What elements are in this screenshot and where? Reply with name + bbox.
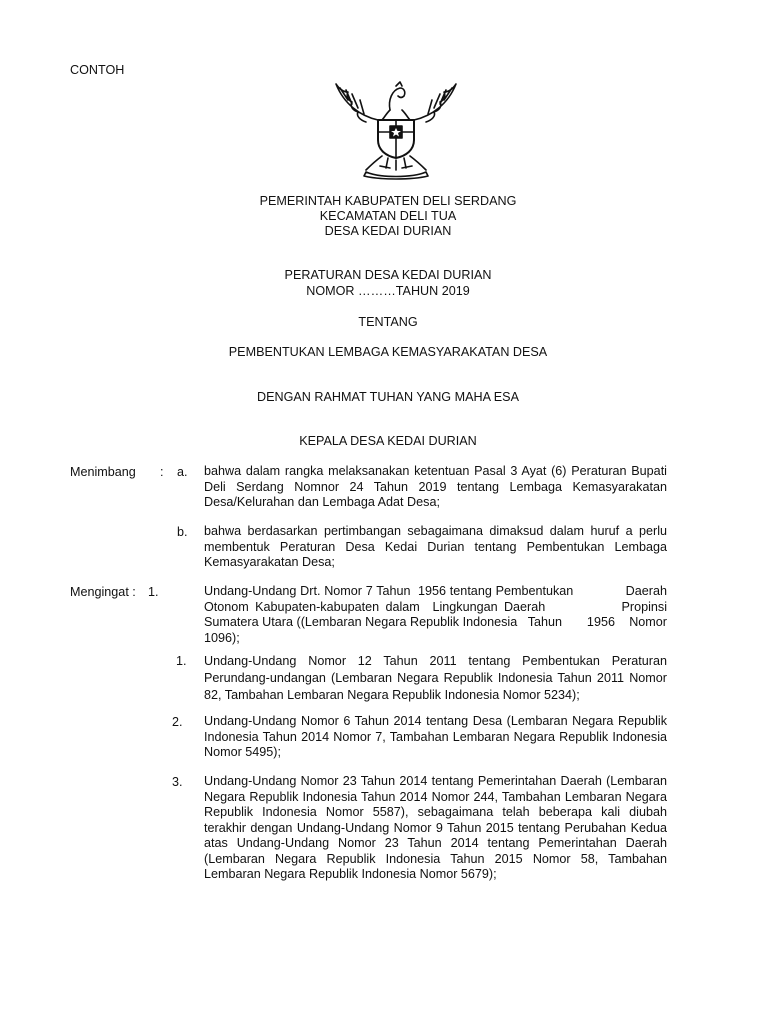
list-marker: 1. xyxy=(148,585,159,599)
menimbang-colon: : xyxy=(160,465,164,479)
list-marker: 2. xyxy=(172,715,183,729)
list-marker: 3. xyxy=(172,775,183,789)
issuing-official: KEPALA DESA KEDAI DURIAN xyxy=(299,434,477,448)
list-item-text: Undang-Undang Nomor 6 Tahun 2014 tentang Desa (Lembaran Negara Republik Indonesia Tahun 2014 Nomor 7, Tambahan Lembaran Negara Republik Indonesia Nomor 5495); xyxy=(204,714,667,759)
list-marker: b. xyxy=(177,525,188,539)
mengingat-label: Mengingat : xyxy=(70,585,136,599)
regulation-title: PERATURAN DESA KEDAI DURIAN xyxy=(284,268,492,282)
list-item-text: Undang-Undang Nomor 23 Tahun 2014 tentang Pemerintahan Daerah (Lembaran Negara Republik Indonesia Tahun 2014 Nomor 244, Tambahan Lembaran Negara Republik Indonesia Nomor 5587), sebagaimana telah beberapa kali diubah terakhir dengan Undang-Undang Nomor 9 Tahun 2015 tentang Perubahan Kedua atas Undang-Undang Nomor 23 Tahun 2014 tentang Pemerintahan Daerah (Lembaran Negara Republik Indonesia Tahun 2015 Nomor 58, Tambahan Lembaran Negara Republik Indonesia Nomor 5679); xyxy=(204,774,667,881)
menimbang-label: Menimbang xyxy=(70,465,136,479)
garuda-emblem xyxy=(330,80,462,180)
invocation: DENGAN RAHMAT TUHAN YANG MAHA ESA xyxy=(257,390,519,404)
list-marker: a. xyxy=(177,465,188,479)
list-item-text: bahwa dalam rangka melaksanakan ketentuan Pasal 3 Ayat (6) Peraturan Bupati Deli Serdang Nomnor 24 Tahun 2019 tentang Lembaga Kemasyarakatan Desa/Kelurahan dan Lembaga Adat Desa; xyxy=(204,464,667,509)
list-item-text: bahwa berdasarkan pertimbangan sebagaimana dimaksud dalam huruf a perlu membentuk Peraturan Desa Kedai Durian tentang Pembentukan Lembaga Kemasyarakatan Desa; xyxy=(204,524,667,569)
header-district: KECAMATAN DELI TUA xyxy=(319,209,457,223)
list-item-text: Undang-Undang Drt. Nomor 7 Tahun 1956 tentang Pembentukan Daerah Otonom Kabupaten-kabupaten dalam Lingkungan Daerah Propinsi Sumatera Utara ((Lembaran Negara Republik Indonesia Tahun 1956 Nomor 1096); xyxy=(204,584,671,645)
list-marker: 1. xyxy=(176,654,187,668)
regulation-subject: PEMBENTUKAN LEMBAGA KEMASYARAKATAN DESA xyxy=(228,345,548,359)
list-item-text: Undang-Undang Nomor 12 Tahun 2011 tentang Pembentukan Peraturan Perundang-undangan (Lembaran Negara Republik Indonesia Tahun 2011 Nomor 82, Tambahan Lembaran Negara Republik Indonesia Nomor 5234); xyxy=(204,654,667,702)
header-village: DESA KEDAI DURIAN xyxy=(324,224,452,238)
sample-label: CONTOH xyxy=(70,63,125,77)
header-government: PEMERINTAH KABUPATEN DELI SERDANG xyxy=(259,194,517,208)
regulation-about: TENTANG xyxy=(358,315,418,329)
regulation-number: NOMOR ………TAHUN 2019 xyxy=(306,284,470,298)
